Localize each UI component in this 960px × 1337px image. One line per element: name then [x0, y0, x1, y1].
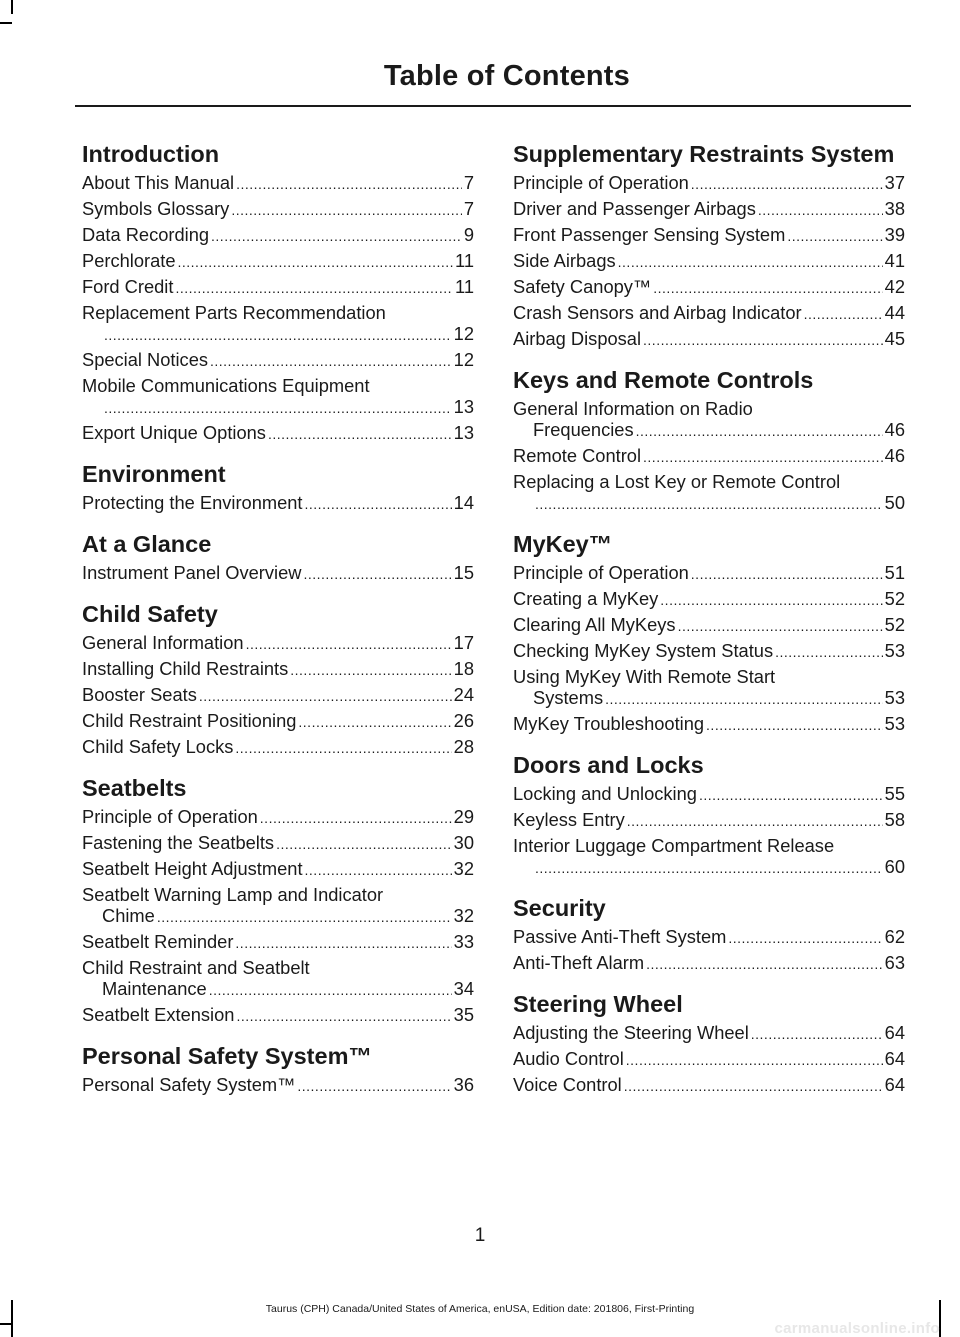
- entry-title-continued: Chime: [102, 905, 155, 926]
- dot-leader: [775, 645, 883, 659]
- crop-mark-top-left: [11, 0, 13, 14]
- toc-entry[interactable]: [513, 666, 905, 708]
- toc-entry[interactable]: [513, 328, 905, 349]
- entry-page-number: 60: [884, 856, 905, 877]
- dot-leader: [210, 354, 452, 368]
- entry-page-number: 32: [453, 858, 474, 879]
- entry-page-number: 37: [884, 172, 905, 193]
- toc-entry[interactable]: [513, 835, 905, 877]
- entry-title: Safety Canopy™: [513, 276, 652, 297]
- entry-page-number: 46: [884, 419, 905, 440]
- dot-leader: [660, 593, 882, 607]
- toc-entry[interactable]: [82, 422, 474, 443]
- entry-page-number: 13: [453, 422, 474, 443]
- entry-title: Child Safety Locks: [82, 736, 234, 757]
- toc-entry[interactable]: [82, 684, 474, 705]
- entry-title: Symbols Glossary: [82, 198, 230, 219]
- entry-title: Voice Control: [513, 1074, 622, 1095]
- dot-leader: [627, 814, 883, 828]
- toc-entry[interactable]: [82, 492, 474, 513]
- toc-section-security: [513, 897, 905, 973]
- section-heading[interactable]: Supplementary Restraints System: [513, 141, 895, 167]
- entry-page-number: 18: [453, 658, 474, 679]
- dot-leader: [804, 307, 883, 321]
- entry-page-number: 58: [884, 809, 905, 830]
- toc-entry[interactable]: [82, 198, 474, 219]
- entry-page-number: 11: [455, 276, 474, 297]
- toc-section-supplementary-restraints-system: [513, 143, 905, 349]
- entry-title: Front Passenger Sensing System: [513, 224, 786, 245]
- dot-leader: [268, 427, 452, 441]
- dot-leader: [758, 203, 883, 217]
- entry-title: Child Restraint and Seatbelt: [82, 957, 310, 978]
- entry-page-number: 26: [453, 710, 474, 731]
- entry-title-continued: Systems: [533, 687, 604, 708]
- entry-page-number: 14: [453, 492, 474, 513]
- entry-title: Seatbelt Warning Lamp and Indicator: [82, 884, 384, 905]
- entry-title: Audio Control: [513, 1048, 624, 1069]
- entry-title: Ford Credit: [82, 276, 174, 297]
- toc-entry[interactable]: [82, 884, 474, 926]
- entry-page-number: 62: [884, 926, 905, 947]
- toc-entry[interactable]: [82, 250, 474, 271]
- entry-page-number: 41: [884, 250, 905, 271]
- entry-page-number: 53: [884, 687, 905, 708]
- dot-leader: [211, 229, 462, 243]
- entry-title: Adjusting the Steering Wheel: [513, 1022, 749, 1043]
- entry-page-number: 7: [463, 198, 474, 219]
- toc-entry[interactable]: [513, 640, 905, 661]
- entry-page-number: 46: [884, 445, 905, 466]
- entry-title: Creating a MyKey: [513, 588, 659, 609]
- section-heading[interactable]: Keys and Remote Controls: [513, 367, 814, 393]
- toc-entry[interactable]: [82, 562, 474, 583]
- entry-page-number: 64: [884, 1022, 905, 1043]
- dot-leader: [305, 497, 452, 511]
- toc-entry[interactable]: [513, 445, 905, 466]
- entry-title: MyKey Troubleshooting: [513, 713, 705, 734]
- dot-leader: [260, 811, 452, 825]
- dot-leader: [235, 741, 451, 755]
- dot-leader: [246, 637, 452, 651]
- entry-title: Principle of Operation: [82, 806, 258, 827]
- entry-page-number: 51: [884, 562, 905, 583]
- entry-page-number: 24: [453, 684, 474, 705]
- entry-title: Booster Seats: [82, 684, 197, 705]
- entry-title: Using MyKey With Remote Start: [513, 666, 776, 687]
- dot-leader: [643, 333, 883, 347]
- toc-section-environment: [82, 463, 474, 513]
- toc-section-introduction: [82, 143, 474, 443]
- crop-mark-bottom-left-h: [0, 1323, 12, 1325]
- toc-section-child-safety: [82, 603, 474, 757]
- toc-section-at-a-glance: [82, 533, 474, 583]
- dot-leader: [199, 689, 452, 703]
- section-heading[interactable]: Seatbelts: [82, 775, 187, 801]
- entry-title: Perchlorate: [82, 250, 176, 271]
- entry-title: Special Notices: [82, 349, 208, 370]
- dot-leader: [646, 957, 883, 971]
- section-heading[interactable]: Personal Safety System™: [82, 1043, 372, 1069]
- dot-leader: [626, 1053, 883, 1067]
- toc-entry[interactable]: [513, 172, 905, 193]
- dot-leader: [535, 861, 883, 875]
- entry-page-number: 53: [884, 640, 905, 661]
- entry-page-number: 39: [884, 224, 905, 245]
- entry-title: Locking and Unlocking: [513, 783, 697, 804]
- entry-title: Clearing All MyKeys: [513, 614, 676, 635]
- toc-entry[interactable]: [513, 614, 905, 635]
- dot-leader: [605, 692, 883, 706]
- toc-entry[interactable]: [513, 562, 905, 583]
- section-heading[interactable]: Security: [513, 895, 606, 921]
- dot-leader: [104, 401, 452, 415]
- toc-entry[interactable]: [82, 349, 474, 370]
- entry-page-number: 35: [453, 1004, 474, 1025]
- toc-entry[interactable]: [82, 658, 474, 679]
- title-rule: [75, 105, 911, 107]
- toc-entry[interactable]: [513, 713, 905, 734]
- entry-title: Remote Control: [513, 445, 642, 466]
- entry-page-number: 32: [453, 905, 474, 926]
- entry-page-number: 29: [453, 806, 474, 827]
- entry-page-number: 44: [884, 302, 905, 323]
- entry-title-continued: Frequencies: [533, 419, 634, 440]
- entry-title: Mobile Communications Equipment: [82, 375, 370, 396]
- dot-leader: [276, 837, 452, 851]
- entry-title: General Information on Radio: [513, 398, 753, 419]
- dot-leader: [175, 281, 453, 295]
- section-heading[interactable]: Environment: [82, 461, 226, 487]
- entry-title: Checking MyKey System Status: [513, 640, 774, 661]
- toc-entry[interactable]: [82, 1074, 474, 1095]
- entry-title: Personal Safety System™: [82, 1074, 296, 1095]
- entry-title: Keyless Entry: [513, 809, 625, 830]
- dot-leader: [728, 931, 882, 945]
- toc-entry[interactable]: [82, 832, 474, 853]
- dot-leader: [618, 255, 883, 269]
- toc-section-doors-and-locks: [513, 754, 905, 877]
- section-heading[interactable]: Doors and Locks: [513, 752, 704, 778]
- toc-entry[interactable]: [513, 224, 905, 245]
- toc-section-personal-safety-system: [82, 1045, 474, 1095]
- entry-title: Passive Anti-Theft System: [513, 926, 727, 947]
- entry-title: Replacing a Lost Key or Remote Control: [513, 471, 841, 492]
- section-heading[interactable]: MyKey™: [513, 531, 613, 557]
- toc-entry[interactable]: [513, 926, 905, 947]
- toc-entry[interactable]: [82, 375, 474, 417]
- entry-page-number: 38: [884, 198, 905, 219]
- entry-page-number: 12: [453, 349, 474, 370]
- toc-section-seatbelts: [82, 777, 474, 1025]
- entry-title: Principle of Operation: [513, 562, 689, 583]
- toc-right-column: [513, 143, 905, 1100]
- entry-page-number: 17: [453, 632, 474, 653]
- dot-leader: [298, 715, 451, 729]
- entry-title: About This Manual: [82, 172, 235, 193]
- entry-title: Replacement Parts Recommendation: [82, 302, 386, 323]
- dot-leader: [305, 863, 452, 877]
- entry-title: Seatbelt Reminder: [82, 931, 234, 952]
- entry-page-number: 52: [884, 614, 905, 635]
- page-number: 1: [474, 1225, 486, 1246]
- crop-mark-top-left-h: [0, 22, 12, 24]
- toc-section-mykey: [513, 533, 905, 734]
- toc-entry[interactable]: [513, 302, 905, 323]
- dot-leader: [231, 203, 462, 217]
- dot-leader: [636, 424, 883, 438]
- dot-leader: [178, 255, 454, 269]
- entry-title: Crash Sensors and Airbag Indicator: [513, 302, 802, 323]
- entry-page-number: 45: [884, 328, 905, 349]
- toc-entry[interactable]: [513, 1048, 905, 1069]
- dot-leader: [303, 567, 451, 581]
- section-heading[interactable]: Child Safety: [82, 601, 218, 627]
- entry-page-number: 34: [453, 978, 474, 999]
- toc-entry[interactable]: [513, 471, 905, 513]
- toc-entry[interactable]: [82, 858, 474, 879]
- dot-leader: [236, 177, 462, 191]
- watermark: carmanualsonline.info: [774, 1320, 940, 1337]
- toc-entry[interactable]: [513, 588, 905, 609]
- section-heading[interactable]: Steering Wheel: [513, 991, 683, 1017]
- entry-title: Export Unique Options: [82, 422, 266, 443]
- entry-page-number: 12: [453, 323, 474, 344]
- section-heading[interactable]: Introduction: [82, 141, 220, 167]
- toc-entry[interactable]: [82, 931, 474, 952]
- toc-entry[interactable]: [82, 302, 474, 344]
- section-heading[interactable]: At a Glance: [82, 531, 212, 557]
- toc-entry[interactable]: [513, 398, 905, 440]
- dot-leader: [236, 1009, 451, 1023]
- entry-title: Protecting the Environment: [82, 492, 303, 513]
- dot-leader: [104, 328, 452, 342]
- entry-page-number: 28: [453, 736, 474, 757]
- entry-title: Principle of Operation: [513, 172, 689, 193]
- toc-entry[interactable]: [513, 250, 905, 271]
- dot-leader: [624, 1079, 883, 1093]
- toc-entry[interactable]: [82, 710, 474, 731]
- entry-page-number: 52: [884, 588, 905, 609]
- entry-page-number: 55: [884, 783, 905, 804]
- entry-page-number: 33: [453, 931, 474, 952]
- toc-entry[interactable]: [513, 1074, 905, 1095]
- entry-page-number: 36: [453, 1074, 474, 1095]
- entry-page-number: 53: [884, 713, 905, 734]
- entry-title: Seatbelt Height Adjustment: [82, 858, 303, 879]
- entry-page-number: 30: [453, 832, 474, 853]
- entry-page-number: 42: [884, 276, 905, 297]
- dot-leader: [699, 788, 883, 802]
- dot-leader: [290, 663, 451, 677]
- toc-entry[interactable]: [82, 172, 474, 193]
- toc-entry[interactable]: [513, 783, 905, 804]
- dot-leader: [691, 567, 883, 581]
- entry-title: Child Restraint Positioning: [82, 710, 297, 731]
- toc-entry[interactable]: [82, 736, 474, 757]
- toc-left-column: [82, 143, 474, 1100]
- entry-page-number: 9: [463, 224, 474, 245]
- entry-title: Instrument Panel Overview: [82, 562, 302, 583]
- toc-entry[interactable]: [82, 632, 474, 653]
- toc-entry[interactable]: [82, 1004, 474, 1025]
- toc-section-steering-wheel: [513, 993, 905, 1095]
- edition-footer: Taurus (CPH) Canada/United States of America, enUSA, Edition date: 201806, First-Printing: [265, 1303, 695, 1315]
- toc-entry[interactable]: [513, 276, 905, 297]
- dot-leader: [678, 619, 883, 633]
- toc-entry[interactable]: [82, 806, 474, 827]
- page-title: Table of Contents: [383, 60, 630, 92]
- entry-page-number: 50: [884, 492, 905, 513]
- toc-entry[interactable]: [513, 952, 905, 973]
- entry-title: Seatbelt Extension: [82, 1004, 235, 1025]
- entry-title: General Information: [82, 632, 244, 653]
- entry-page-number: 13: [453, 396, 474, 417]
- toc-entry[interactable]: [513, 809, 905, 830]
- dot-leader: [691, 177, 883, 191]
- toc-entry[interactable]: [513, 1022, 905, 1043]
- entry-title: Interior Luggage Compartment Release: [513, 835, 835, 856]
- dot-leader: [787, 229, 882, 243]
- entry-title: Fastening the Seatbelts: [82, 832, 275, 853]
- toc-entry[interactable]: [82, 224, 474, 245]
- entry-page-number: 15: [453, 562, 474, 583]
- entry-title: Data Recording: [82, 224, 210, 245]
- entry-title: Driver and Passenger Airbags: [513, 198, 756, 219]
- entry-title: Airbag Disposal: [513, 328, 642, 349]
- entry-page-number: 64: [884, 1074, 905, 1095]
- dot-leader: [209, 983, 452, 997]
- dot-leader: [706, 718, 883, 732]
- entry-page-number: 11: [455, 250, 474, 271]
- toc-entry[interactable]: [82, 276, 474, 297]
- entry-title-continued: Maintenance: [102, 978, 207, 999]
- dot-leader: [297, 1079, 451, 1093]
- dot-leader: [235, 936, 451, 950]
- toc-entry[interactable]: [82, 957, 474, 999]
- entry-title: Anti-Theft Alarm: [513, 952, 645, 973]
- toc-section-keys-and-remote-controls: [513, 369, 905, 513]
- entry-title: Side Airbags: [513, 250, 616, 271]
- entry-page-number: 64: [884, 1048, 905, 1069]
- dot-leader: [157, 910, 452, 924]
- dot-leader: [643, 450, 883, 464]
- dot-leader: [653, 281, 882, 295]
- toc-entry[interactable]: [513, 198, 905, 219]
- dot-leader: [535, 497, 883, 511]
- entry-page-number: 7: [463, 172, 474, 193]
- entry-page-number: 63: [884, 952, 905, 973]
- entry-title: Installing Child Restraints: [82, 658, 289, 679]
- dot-leader: [751, 1027, 883, 1041]
